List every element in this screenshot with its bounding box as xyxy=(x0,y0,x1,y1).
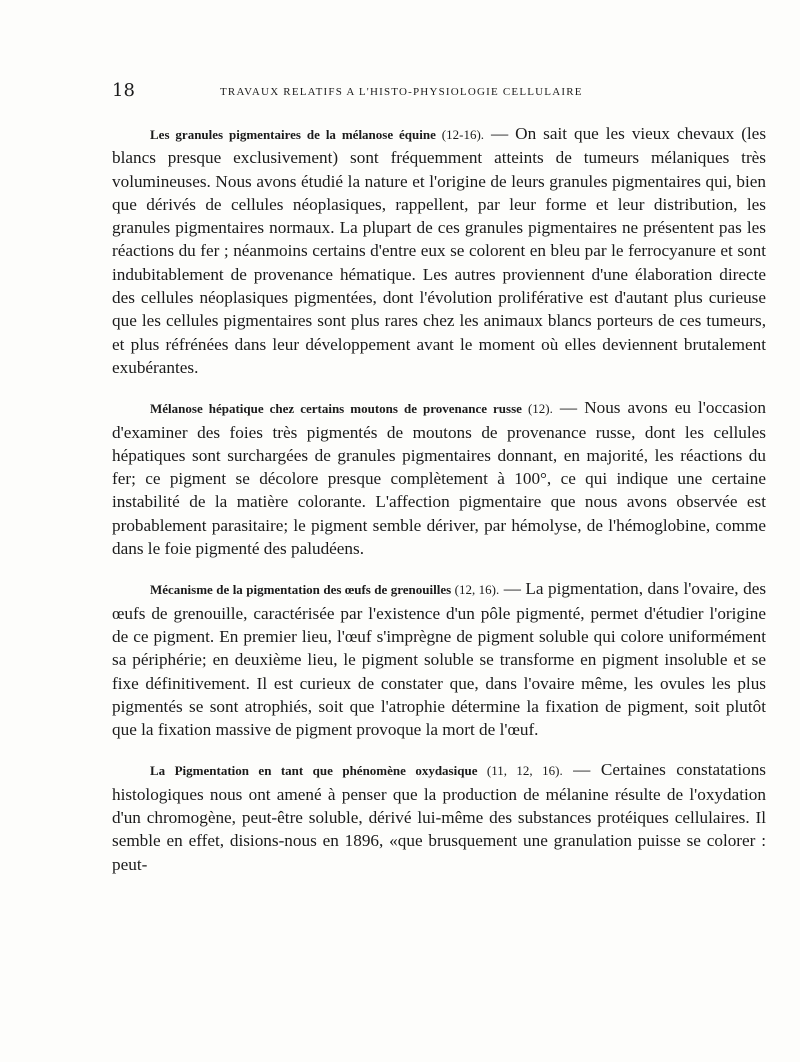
section-reference: (12, 16). xyxy=(451,582,500,598)
section-paragraph xyxy=(112,577,766,741)
section-separator: — xyxy=(552,398,585,418)
section-reference: (12). xyxy=(521,401,553,417)
section-heading: Mécanisme de la pigmentation des œufs de grenouilles xyxy=(150,582,452,598)
section-heading: Mélanose hépatique chez certains moutons de provenance russe xyxy=(150,401,522,417)
section-separator: — xyxy=(499,579,526,599)
section-heading: La Pigmentation en tant que phénomène oxydasique xyxy=(150,763,478,779)
section-paragraph xyxy=(112,758,766,875)
section-oeufs-grenouilles xyxy=(112,577,766,741)
section-paragraph xyxy=(112,396,766,560)
section-separator: — xyxy=(484,124,516,143)
section-reference: (11, 12, 16). xyxy=(477,763,563,779)
section-pigmentation-oxydasique xyxy=(112,758,766,875)
section-text: Nous avons eu l'occasion d'examiner des foies très pigmentés de moutons de provenance russe, dont les cellules hépatiques sont surchargées de granules pigmentaires donnant, en majorité, les réactions du fer; ce pigment se décolore presque complètement à 100°, ce qui indique une certaine instabilité de la matière colorante. L'affection pigmentaire que nous avons observée est probablement parasitaire; le pigment semble dériver, par hémolyse, de l'hémoglobine, comme dans le foie pigmenté des paludéens. xyxy=(112,398,766,559)
running-title: TRAVAUX RELATIFS A L'HISTO-PHYSIOLOGIE CELLULAIRE xyxy=(220,86,583,98)
section-paragraph xyxy=(112,122,766,379)
section-melanose-hepatique xyxy=(112,396,766,560)
section-text: La pigmentation, dans l'ovaire, des œufs de grenouille, caractérisée par l'existence d'un pôle pigmenté, permet d'étudier l'origine de ce pigment. En premier lieu, l'œuf s'imprègne de pigment soluble qui colore uniformément sa périphérie; en deuxième lieu, le pigment soluble se transforme en pigment insoluble et se fixe définitivement. Il est curieux de constater que, dans l'ovaire même, les ovules les plus pigmentés se sont atrophiés, soit que l'atrophie détermine la fixation de pigment, soit plutôt que la fixation massive de pigment provoque la mort de l'œuf. xyxy=(112,579,767,740)
page-number: 18 xyxy=(112,80,135,101)
section-heading: Les granules pigmentaires de la mélanose équine xyxy=(150,127,436,142)
section-melanose-equine xyxy=(112,122,766,379)
section-text: Certaines constatations histologiques nous ont amené à penser que la production de mélanine résulte de l'oxydation d'un chromogène, peut-être soluble, dérivé lui-même des substances protéiques cellulaires. Il semble en effet, disions-nous en 1896, «que brusquement une granulation puisse se colorer : peut- xyxy=(112,760,766,874)
section-reference: (12-16). xyxy=(435,127,485,142)
section-separator: — xyxy=(562,760,601,780)
section-text: On sait que les vieux chevaux (les blancs presque exclusivement) sont fréquemment atteints de tumeurs mélaniques très volumineuses. Nous avons étudié la nature et l'origine de leurs granules pigmentaires qui, bien que dérivés de cellules néoplasiques, rappellent, par leur forme et leur distribution, les granules pigmentaires normaux. La plupart de ces granules pigmentaires ne présentent pas les réactions du fer ; néanmoins certains d'entre eux se colorent en bleu par le ferrocyanure et sont indubitablement de provenance hématique. Les autres proviennent d'une élaboration directe des cellules néoplasiques pigmentées, dont l'évolution proliférative est d'autant plus curieuse que les cellules pigmentaires sont plus rares chez les animaux blancs porteurs de ces tumeurs, et plus réfrénées dans leur développement avant le moment où elles deviennent brutalement exubérantes. xyxy=(112,124,767,377)
page-header xyxy=(112,80,766,110)
